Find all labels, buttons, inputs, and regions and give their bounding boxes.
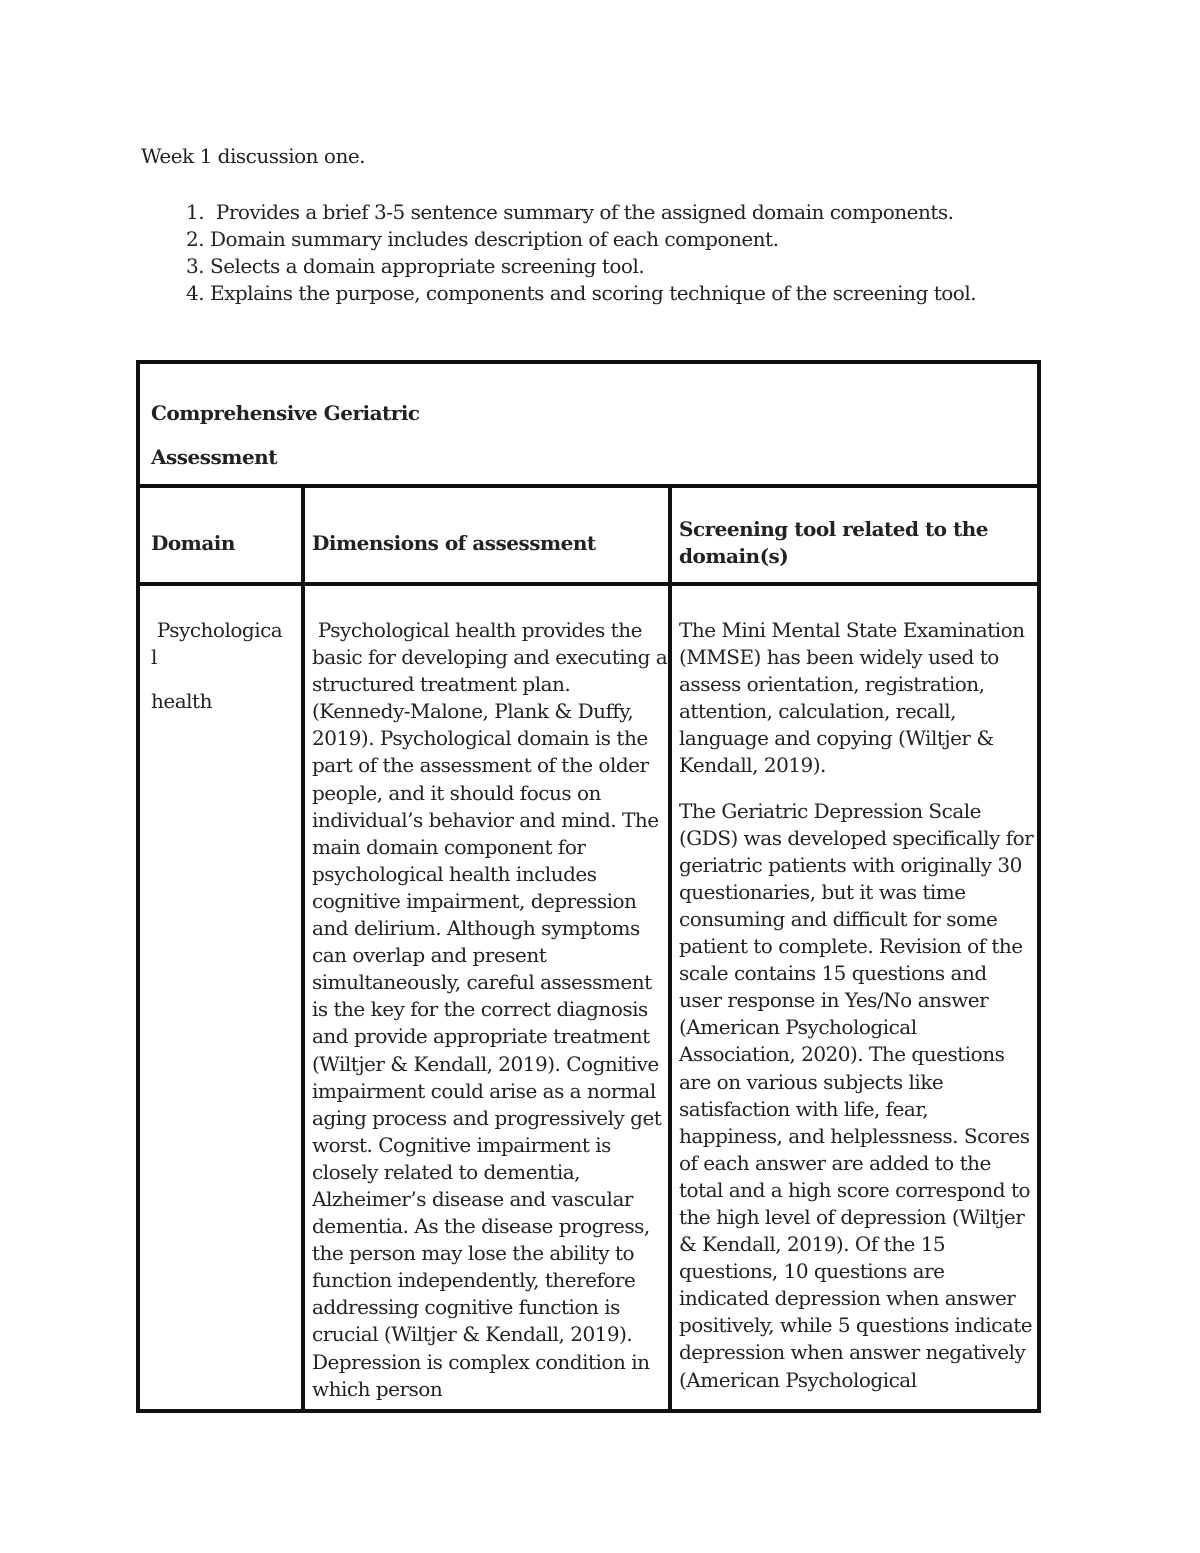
header-domain: Domain [151, 531, 235, 555]
domain-text-line3: health [151, 689, 212, 714]
list-item [186, 226, 976, 253]
list-number: 2. [186, 227, 205, 251]
domain-text-line2: l [151, 645, 157, 670]
list-item [186, 280, 976, 307]
list-item-text: Selects a domain appropriate screening tool. [210, 254, 645, 278]
domain-cell [151, 617, 301, 715]
dimensions-text: Psychological health provides the basic for developing and executing a structured treatment plan. (Kennedy-Malone, Plank & Duffy, 2019). Psychological domain is the part of the assessment of the older people, and it should focus on individual’s behavior and mind. The main domain component for psychological health includes cognitive impairment, depression and delirium. Although symptoms can overlap and present simultaneously, careful assessment is the key for the correct diagnosis and provide appropriate treatment (Wiltjer & Kendall, 2019). Cognitive impairment could arise as a normal aging process and progressively get worst. Cognitive impairment is closely related to dementia, Alzheimer’s disease and vascular dementia. As the disease progress, the person may lose the ability to function independently, therefore addressing cognitive function is crucial (Wiltjer & Kendall, 2019). Depression is complex condition in which person [312, 618, 674, 1401]
domain-text-line1: Psychologica [151, 618, 283, 642]
screening-tool-cell [679, 617, 1034, 1397]
header-dimensions: Dimensions of assessment [312, 531, 596, 555]
mmse-paragraph: The Mini Mental State Examination (MMSE) has been widely used to assess orientation, registration, attention, calculation, recall, language and copying (Wiltjer & Kendall, 2019). [679, 618, 1025, 778]
header-divider [140, 582, 1037, 586]
list-number: 3. [186, 254, 205, 278]
list-number: 4. [186, 281, 205, 305]
table-title-cell [140, 364, 1037, 488]
column-divider [301, 488, 305, 1409]
table-title-line1: Comprehensive Geriatric [151, 401, 420, 425]
list-item [186, 199, 976, 226]
list-item [186, 253, 976, 280]
gds-paragraph: The Geriatric Depression Scale (GDS) was developed specifically for geriatric patients with originally 30 questionaries, but it was time consuming and difficult for some patient to complete. Revision of the scale contains 15 questions and user response in Yes/No answer (American Psychological Association, 2020). The questions are on various subjects like satisfaction with life, fear, happiness, and helplessness. Scores of each answer are added to the total and a high score correspond to the high level of depression (Wiltjer & Kendall, 2019). Of the 15 questions, 10 questions are indicated depression when answer positively, while 5 questions indicate depression when answer negatively (American Psychological [679, 798, 1034, 1392]
table-title-line2: Assessment [151, 445, 277, 469]
requirements-list [186, 199, 976, 307]
header-screening-tool: Screening tool related to the domain(s) [679, 517, 988, 569]
document-heading: Week 1 discussion one. [141, 144, 366, 168]
list-item-text: Provides a brief 3-5 sentence summary of the assigned domain components. [210, 200, 954, 224]
assessment-table [136, 360, 1041, 1413]
list-item-text: Domain summary includes description of each component. [210, 227, 779, 251]
list-item-text: Explains the purpose, components and scoring technique of the screening tool. [210, 281, 977, 305]
list-number: 1. [186, 200, 205, 224]
dimensions-cell [312, 617, 674, 1401]
